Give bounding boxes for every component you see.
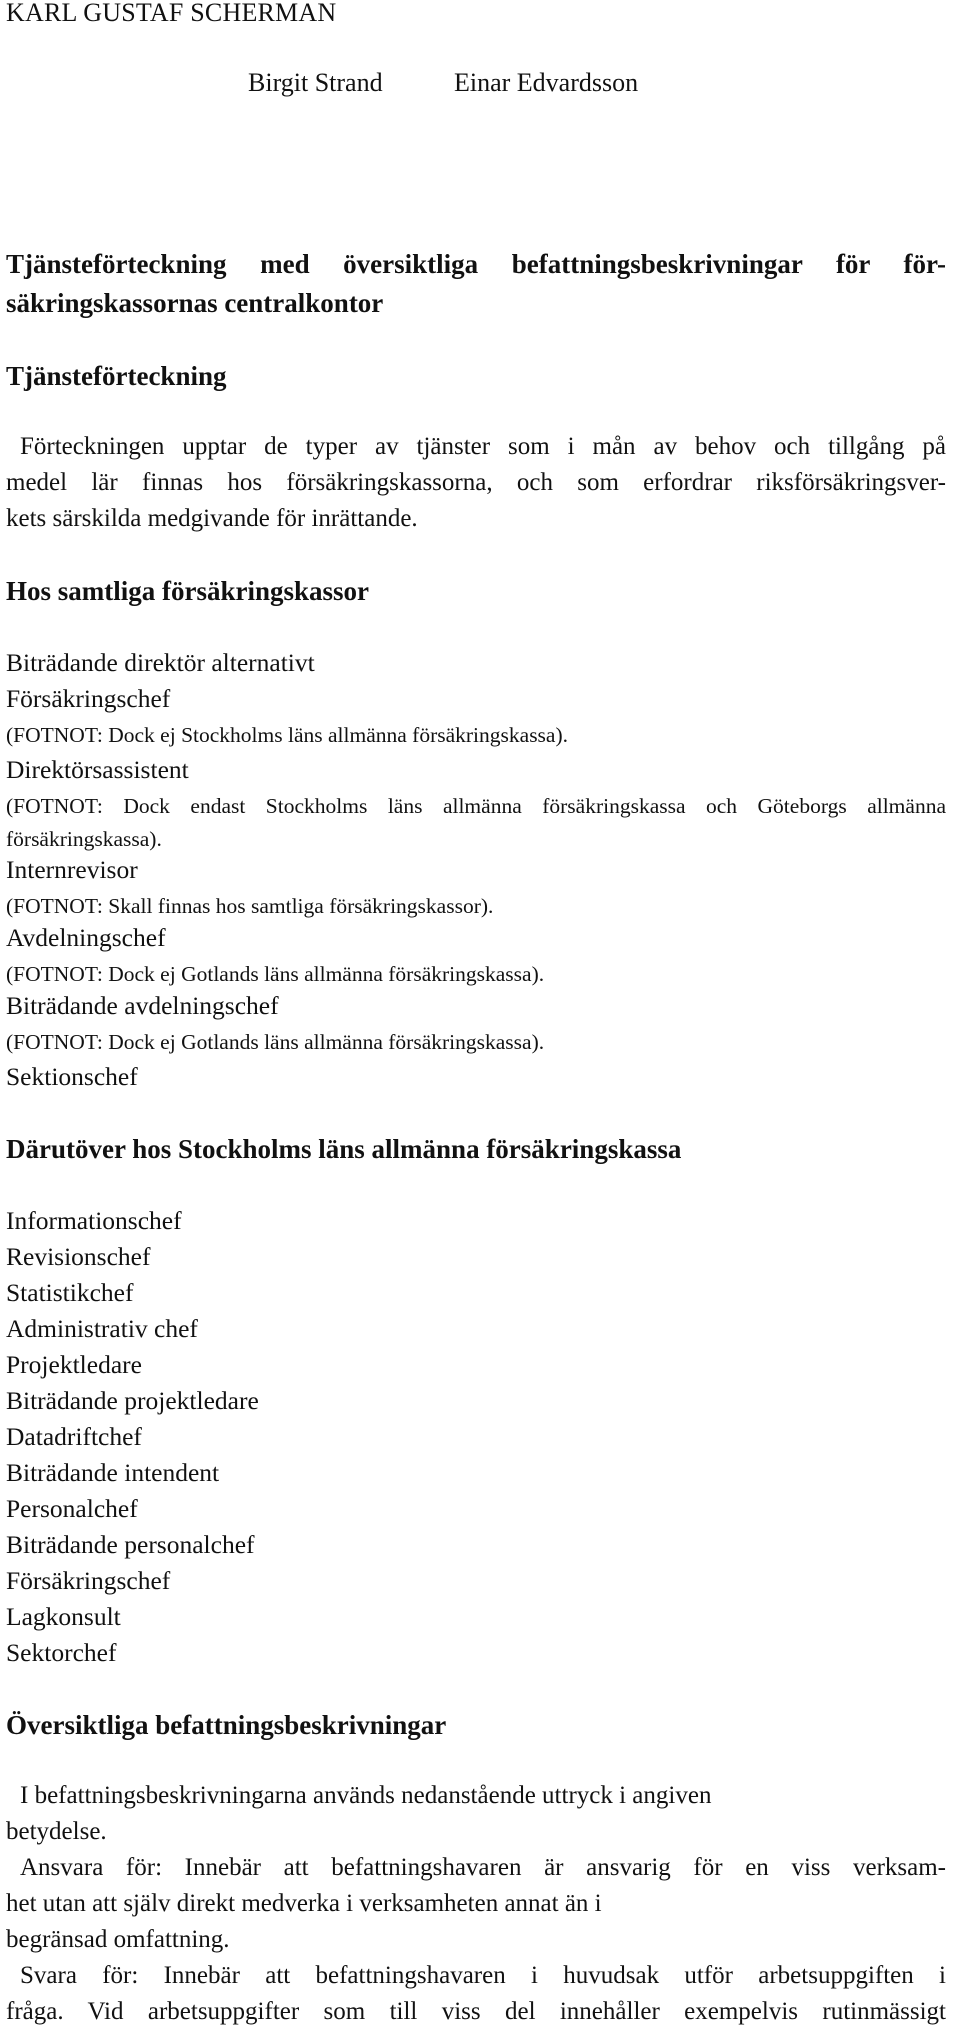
paragraph-line: begränsad omfattning. xyxy=(6,1926,230,1953)
footnote: försäkringskassa). xyxy=(6,827,162,851)
paragraph-line: betydelse. xyxy=(6,1818,107,1845)
co-author-2: Einar Edvardsson xyxy=(454,68,639,97)
paragraph-line: fråga. Vid arbetsuppgifter som till viss del innehåller exempelvis rutinmässigt xyxy=(6,1998,946,2025)
position-item: Biträdande avdelningschef xyxy=(6,991,279,1020)
position-item: Revisionschef xyxy=(6,1242,151,1271)
position-item: Biträdande intendent xyxy=(6,1458,220,1487)
author-name: KARL GUSTAF SCHERMAN xyxy=(6,0,337,27)
section-heading-befattningsbeskrivningar: Översiktliga befattningsbeskrivningar xyxy=(6,1710,447,1740)
paragraph-line: Förteckningen upptar de typer av tjänster som i mån av behov och tillgång på xyxy=(20,433,946,460)
paragraph-line: het utan att själv direkt medverka i verksamheten annat än i xyxy=(6,1890,602,1917)
position-item: Internrevisor xyxy=(6,855,138,884)
paragraph-line: medel lär finnas hos försäkringskassorna, och som erfordrar riksförsäkringsver- xyxy=(6,469,946,496)
position-item: Försäkringschef xyxy=(6,684,171,713)
paragraph-line: Ansvara för: Innebär att befattningshavaren är ansvarig för en viss verksam- xyxy=(20,1854,946,1881)
document-title-line-1: Tjänsteförteckning med översiktliga befattningsbeskrivningar för för- xyxy=(6,249,946,279)
position-item: Direktörsassistent xyxy=(6,755,189,784)
position-item: Datadriftchef xyxy=(6,1422,142,1451)
position-item: Försäkringschef xyxy=(6,1566,171,1595)
position-item: Projektledare xyxy=(6,1350,142,1379)
position-item: Sektionschef xyxy=(6,1062,138,1091)
position-item: Sektorchef xyxy=(6,1638,117,1667)
section-heading-samtliga: Hos samtliga försäkringskassor xyxy=(6,576,370,606)
position-item: Statistikchef xyxy=(6,1278,134,1307)
footnote: (FOTNOT: Dock ej Gotlands läns allmänna försäkringskassa). xyxy=(6,962,545,986)
position-item: Lagkonsult xyxy=(6,1602,121,1631)
position-item: Personalchef xyxy=(6,1494,138,1523)
paragraph-line: kets särskilda medgivande för inrättande. xyxy=(6,505,418,532)
position-item: Biträdande personalchef xyxy=(6,1530,255,1559)
footnote: (FOTNOT: Skall finnas hos samtliga försäkringskassor). xyxy=(6,894,494,918)
document-title-line-2: säkringskassornas centralkontor xyxy=(6,288,384,318)
co-author-1: Birgit Strand xyxy=(248,68,383,97)
position-item: Biträdande direktör alternativt xyxy=(6,648,315,677)
position-item: Biträdande projektledare xyxy=(6,1386,259,1415)
footnote: (FOTNOT: Dock ej Gotlands läns allmänna försäkringskassa). xyxy=(6,1030,545,1054)
position-item: Informationschef xyxy=(6,1206,182,1235)
section-heading-tjansteforteckning: Tjänsteförteckning xyxy=(6,361,227,391)
footnote: (FOTNOT: Dock ej Stockholms läns allmänna försäkringskassa). xyxy=(6,723,569,747)
paragraph-line: Svara för: Innebär att befattningshavaren i huvudsak utför arbetsuppgiften i xyxy=(20,1962,946,1989)
footnote: (FOTNOT: Dock endast Stockholms läns allmänna försäkringskassa och Göteborgs allmänna xyxy=(6,794,946,818)
position-item: Avdelningschef xyxy=(6,923,166,952)
paragraph-line: I befattningsbeskrivningarna används nedanstående uttryck i angiven xyxy=(20,1782,712,1809)
section-heading-stockholm: Därutöver hos Stockholms läns allmänna försäkringskassa xyxy=(6,1134,682,1164)
position-item: Administrativ chef xyxy=(6,1314,198,1343)
